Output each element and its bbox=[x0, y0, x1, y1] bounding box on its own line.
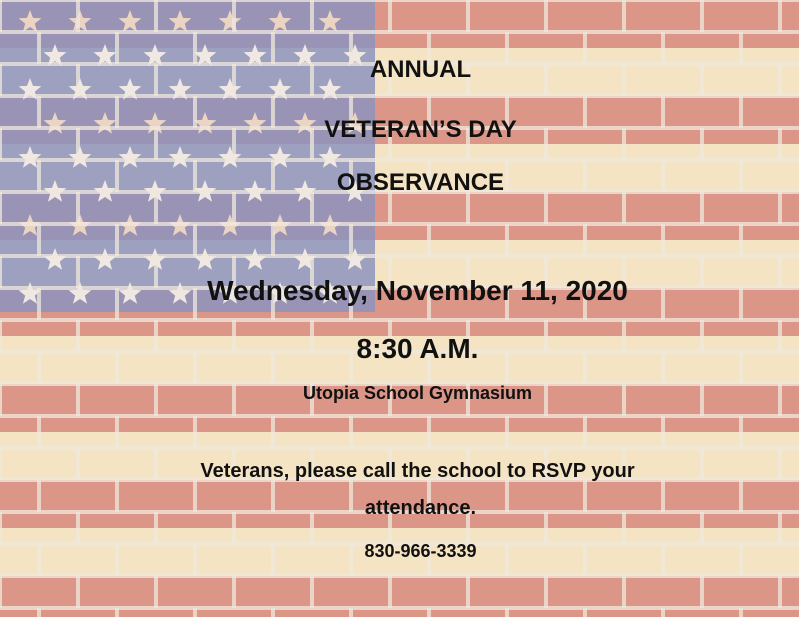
phone-number: 830-966-3339 bbox=[364, 541, 477, 561]
rsvp-text-line-2: attendance. bbox=[364, 497, 477, 519]
rsvp-text-line-1: Veterans, please call the school to RSVP your bbox=[200, 460, 635, 482]
title-line-veterans-day: VETERAN’S DAY bbox=[324, 116, 517, 143]
event-location: Utopia School Gymnasium bbox=[302, 383, 533, 403]
event-time: 8:30 A.M. bbox=[356, 333, 479, 364]
title-line-annual: ANNUAL bbox=[369, 56, 472, 83]
title-line-observance: OBSERVANCE bbox=[336, 169, 505, 196]
event-date: Wednesday, November 11, 2020 bbox=[207, 275, 628, 306]
